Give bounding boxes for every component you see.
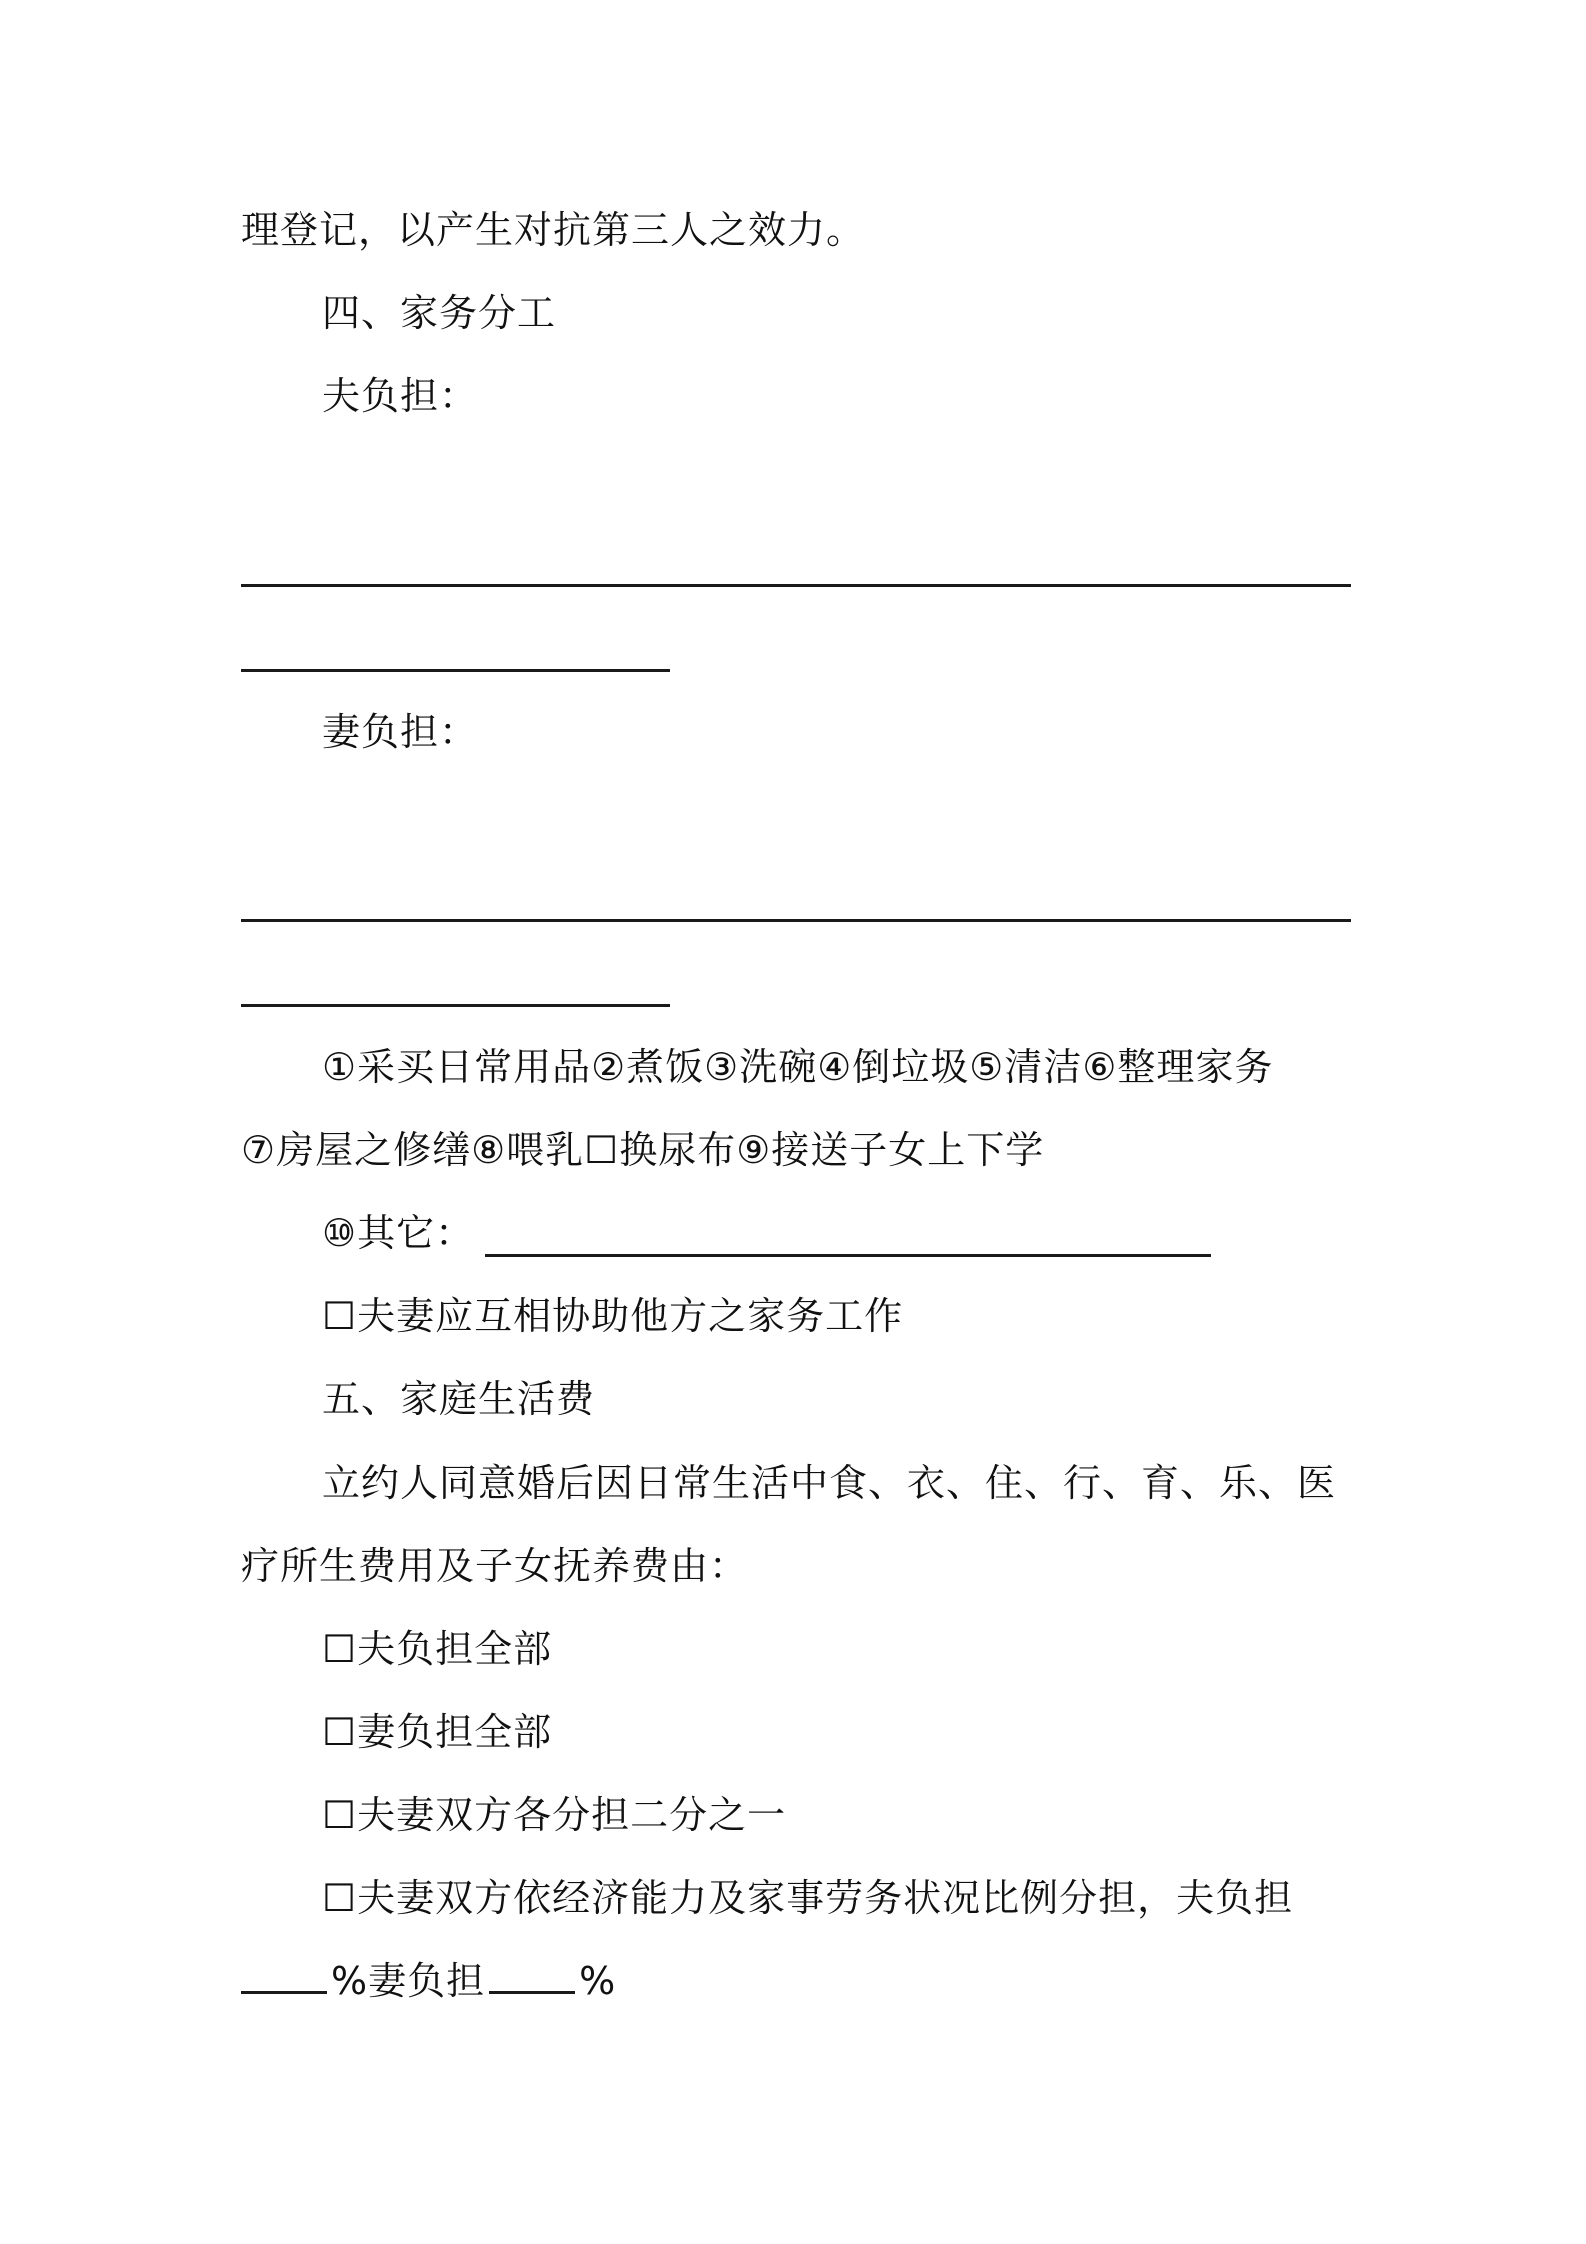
percent-text: %妻负担: [331, 1959, 486, 2003]
task-list-line: ①采买日常用品②煮饭③洗碗④倒垃圾⑤清洁⑥整理家务: [322, 1045, 1274, 1089]
section-heading-living-expenses: 五、家庭生活费: [322, 1377, 596, 1421]
wife-percent-blank[interactable]: [489, 1963, 575, 1994]
section-heading-household-duties: 四、家务分工: [322, 291, 557, 335]
husband-duties-blank-line[interactable]: [241, 584, 1351, 587]
husband-duties-label: 夫负担：: [322, 374, 479, 418]
checkbox-option[interactable]: ☐夫妻双方各分担二分之一: [322, 1793, 787, 1837]
other-task-label: ⑩其它：: [322, 1211, 475, 1255]
wife-duties-blank-line[interactable]: [241, 919, 1351, 922]
paragraph-line: 疗所生费用及子女抚养费由：: [241, 1544, 749, 1588]
task-list-line: ⑦房屋之修缮⑧喂乳☐换尿布⑨接送子女上下学: [241, 1128, 1045, 1172]
checkbox-option[interactable]: ☐夫负担全部: [322, 1627, 553, 1671]
other-task-blank-line[interactable]: [485, 1254, 1211, 1257]
wife-duties-blank-line-2[interactable]: [241, 1004, 670, 1007]
husband-duties-blank-line-2[interactable]: [241, 669, 670, 672]
percentage-line: [241, 1951, 616, 2011]
paragraph-line: 理登记，以产生对抗第三人之效力。: [241, 208, 866, 252]
checkbox-option[interactable]: ☐夫妻应互相协助他方之家务工作: [322, 1294, 904, 1338]
other-task-line: [322, 1203, 474, 1263]
paragraph-line: 立约人同意婚后因日常生活中食、衣、住、行、育、乐、医: [322, 1461, 1337, 1505]
wife-duties-label: 妻负担：: [322, 710, 479, 754]
husband-percent-blank[interactable]: [241, 1963, 327, 1994]
percent-text: %: [579, 1959, 617, 2003]
checkbox-option[interactable]: ☐夫妻双方依经济能力及家事劳务状况比例分担，夫负担: [322, 1876, 1294, 1920]
checkbox-option[interactable]: ☐妻负担全部: [322, 1710, 553, 1754]
